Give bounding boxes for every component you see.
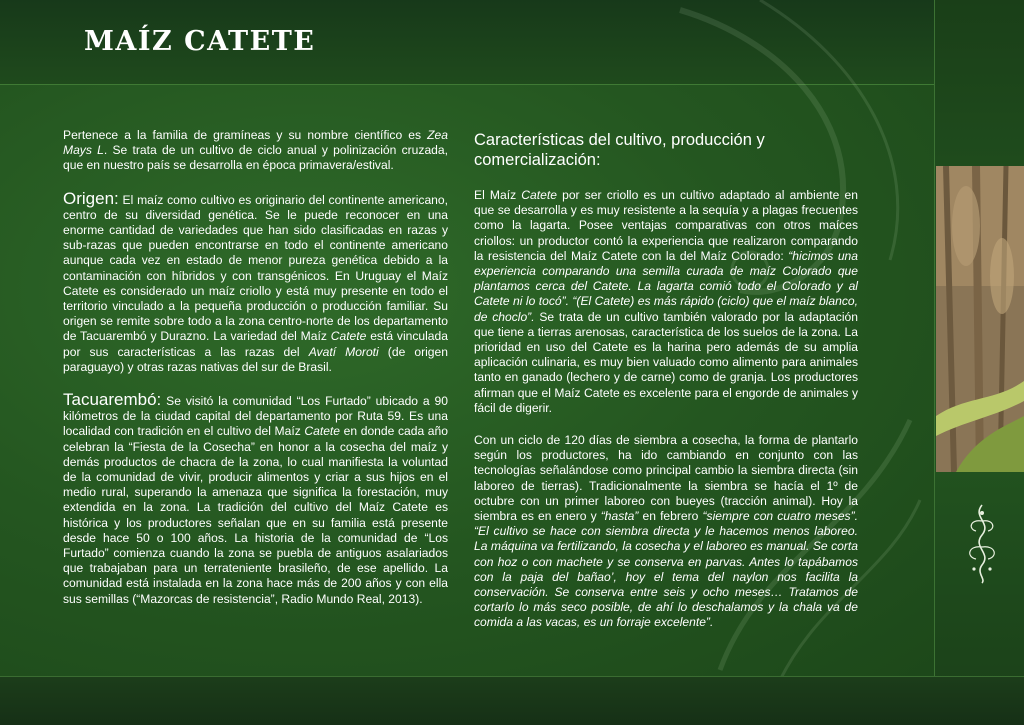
text-run: Se trata de un cultivo también valorado por la adaptación que tiene a tierras arenosas, característica de los suelos de la zona. La prioridad en uso del Catete es la harina pero además de su amplia aplicación culinaria, es muy bien valuado como alimento para animales tanto en ganado (lechero y de carne) como de granja. Los productores afirman que el Maíz Catete es excelente para el engorde de animales y fácil de digerir. [474,309,858,415]
right-column [474,130,858,631]
text-run: en donde cada año celebran la “Fiesta de la Cosecha” en honor a la cosecha del maíz y demás productos de chacra de la zona, lo cual manifiesta la voluntad de la comunidad de vivir, producir alimentos y criar a sus hijos en el medio rural, superando la amenaza que significa la forestación, muy extendida en la zona. La tradición del cultivo del Maíz Catete es histórica y los productores señalan que en su familia está presente desde hace 50 o 100 años. La historia de la comunidad de “Los Furtado” comienza cuando la zona se puebla de antiguos asalariados que trabajaban para un terrateniente brasileño, de ese apellido. La comunidad está instalada en la zona hace más de 200 años y con ella sus semillas (“Mazorcas de resistencia”, Radio Mundo Real, 2013). [63,424,448,606]
intro-paragraph [63,128,448,174]
section-heading: Características del cultivo, producción y comercialización: [474,131,765,169]
text-run: por ser criollo es un cultivo adaptado al ambiente en que se desarrolla y es muy resistente a la sequía y a plagas frecuentes como la lagarta. Posee ventajas comparativas con otros maíces criollos: un productor contó la experiencia que realizaron comparando la resistencia del Maíz Catete con la del Maíz Colorado: [474,188,858,263]
text-run: en febrero [638,509,703,524]
text-run: “hicimos una experiencia comparando una semilla curada de maíz Colorado que plantamos cerca del Catete. La lagarta comió todo el Colorado y al Catete ni lo tocó”. “(El Catete) es más rápido (ciclo) que el maíz blanco, de choclo”. [474,248,859,324]
text-run: Se visitó la comunidad “Los Furtado” ubicado a 90 kilómetros de la ciudad capital del departamento por Ruta 59. Es una localidad con tradición en el cultivo del Maíz [63,394,448,439]
text-run: Catete [330,329,367,344]
cycle-paragraph [474,433,858,631]
text-run: (de origen paraguayo) y otras razas nativas del sur de Brasil. [63,344,448,374]
left-column [63,128,448,607]
origen-paragraph [63,188,448,375]
text-run: . Se trata de un cultivo de ciclo anual y polinización cruzada, que en nuestro país se desarrolla en época primavera/estival. [63,143,448,173]
text-run: El maíz como cultivo es originario del continente americano, centro de su diversidad genética. Se le puede reconocer en una enorme cantidad de variedades que han sido clasificadas en razas y sub-razas que pueden encontrarse en todo el continente americano aunque cada vez en estado de menor pureza genética debido a la contaminación con híbridos y con transgénicos. En Uruguay el Maíz Catete es considerado un maíz criollo y está muy presente en todo el territorio vinculado a la pequeña producción o producción familiar. Su origen se remite sobre todo a la zona centro-norte de los departamento de Tacuarembó y Durazno. La variedad del Maíz [63,192,448,344]
tacuarembo-paragraph [63,392,448,607]
text-run: El Maíz [474,188,522,202]
text-run: Con un ciclo de 120 días de siembra a cosecha, la forma de plantarlo según los productores, ha ido cambiando en conjunto con las tecnologías señalándose como principal cambio la siembra directa (sin laboreo de tierras). Tradicionalmente la siembra se hacía el 1º de octubre con un primer laboreo con bueyes (tracción animal). Hoy la siembra es en enero y [474,433,858,524]
text-run: Zea Mays L [63,128,448,158]
text-run: “siempre con cuatro meses”. “El cultivo se hace con siembra directa y le hacemos menos laboreo. La máquina va fertilizando, la cosecha y el laboreo es manual. Se corta con hoz o con machete y se conserva en parvas. Antes lo tapábamos con la paja del bañao’, hoy el tema del naylon nos facilita la conservación. Se conserva entre seis y ocho meses… Tratamos de cortarlo lo más seco posible, de ahí lo deschalamos y la chala va de comida a las vacas, es un forraje excelente”. [474,509,858,630]
floral-ornament-icon [962,503,1002,585]
text-run: está vinculada por sus características a las razas del [63,329,448,359]
footer-band [0,676,1024,725]
text-run: Catete [304,424,341,439]
section-lead: Origen: [63,188,119,208]
text-run: Pertenece a la familia de gramíneas y su nombre científico es [63,128,428,142]
text-run: “hasta” [600,509,639,524]
text-run: Catete [521,188,557,202]
section-lead: Tacuarembó: [63,390,162,410]
corn-plant-photo [936,166,1024,472]
characteristics-paragraph [474,188,858,416]
page-title: MAÍZ CATETE [84,26,316,57]
text-run: Avatí Moroti [308,344,379,359]
